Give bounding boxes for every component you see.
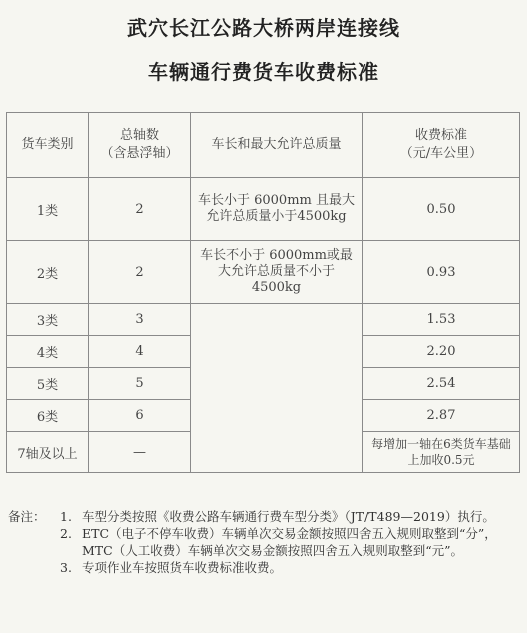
note-indent xyxy=(8,559,60,576)
cell-fee: 2.87 xyxy=(363,400,520,432)
header-desc: 车长和最大允许总质量 xyxy=(191,113,363,178)
table-row xyxy=(7,178,520,241)
table-row xyxy=(7,304,520,336)
table-header-row xyxy=(7,113,520,178)
cell-axles: 2 xyxy=(89,241,191,304)
cell-desc-merged xyxy=(191,304,363,473)
note-item xyxy=(8,525,520,559)
cell-axles: 2 xyxy=(89,178,191,241)
cell-fee: 0.50 xyxy=(363,178,520,241)
table-row xyxy=(7,241,520,304)
cell-fee: 2.54 xyxy=(363,368,520,400)
notes-section xyxy=(8,508,520,576)
header-class: 货车类别 xyxy=(7,113,89,178)
cell-class: 1类 xyxy=(7,178,89,241)
note-number: 2. xyxy=(60,526,72,541)
note-text: ETC（电子不停车收费）车辆单次交易金额按照四舍五入规则取整到“分”，MTC（人工收费）车辆单次交易金额按照四舍五入规则取整到“元”。 xyxy=(82,526,497,558)
cell-class: 3类 xyxy=(7,304,89,336)
note-item xyxy=(8,559,520,576)
cell-desc: 车长不小于 6000mm或最大允许总质量不小于4500kg xyxy=(191,241,363,304)
header-fee-line1: 收费标准 xyxy=(414,128,467,143)
header-axles-line2: （含悬浮轴） xyxy=(100,146,179,161)
cell-axles: 5 xyxy=(89,368,191,400)
cell-class: 7轴及以上 xyxy=(7,432,89,473)
cell-axles: 3 xyxy=(89,304,191,336)
header-axles xyxy=(89,113,191,178)
cell-class: 5类 xyxy=(7,368,89,400)
cell-class: 6类 xyxy=(7,400,89,432)
cell-axles: 4 xyxy=(89,336,191,368)
cell-fee: 2.20 xyxy=(363,336,520,368)
header-fee-line2: （元/车公里） xyxy=(399,146,483,161)
note-indent xyxy=(8,525,60,559)
fee-table xyxy=(6,112,520,473)
note-text: 车型分类按照《收费公路车辆通行费车型分类》（JT/T489—2019）执行。 xyxy=(82,509,495,524)
note-item xyxy=(8,508,520,525)
cell-desc: 车长小于 6000mm 且最大允许总质量小于4500kg xyxy=(191,178,363,241)
note-number: 1. xyxy=(60,509,72,524)
cell-class: 2类 xyxy=(7,241,89,304)
cell-axles: 6 xyxy=(89,400,191,432)
header-fee xyxy=(363,113,520,178)
notes-lead: 备注： xyxy=(8,509,46,524)
title-line-1: 武穴长江公路大桥两岸连接线 xyxy=(127,16,400,40)
cell-fee: 1.53 xyxy=(363,304,520,336)
cell-class: 4类 xyxy=(7,336,89,368)
note-text: 专项作业车按照货车收费标准收费。 xyxy=(82,560,283,575)
cell-fee: 每增加一轴在6类货车基础上加收0.5元 xyxy=(363,432,520,473)
note-number: 3. xyxy=(60,560,72,575)
title-line-2: 车辆通行费货车收费标准 xyxy=(148,60,379,84)
cell-fee: 0.93 xyxy=(363,241,520,304)
cell-axles: — xyxy=(89,432,191,473)
header-axles-line1: 总轴数 xyxy=(119,128,159,143)
